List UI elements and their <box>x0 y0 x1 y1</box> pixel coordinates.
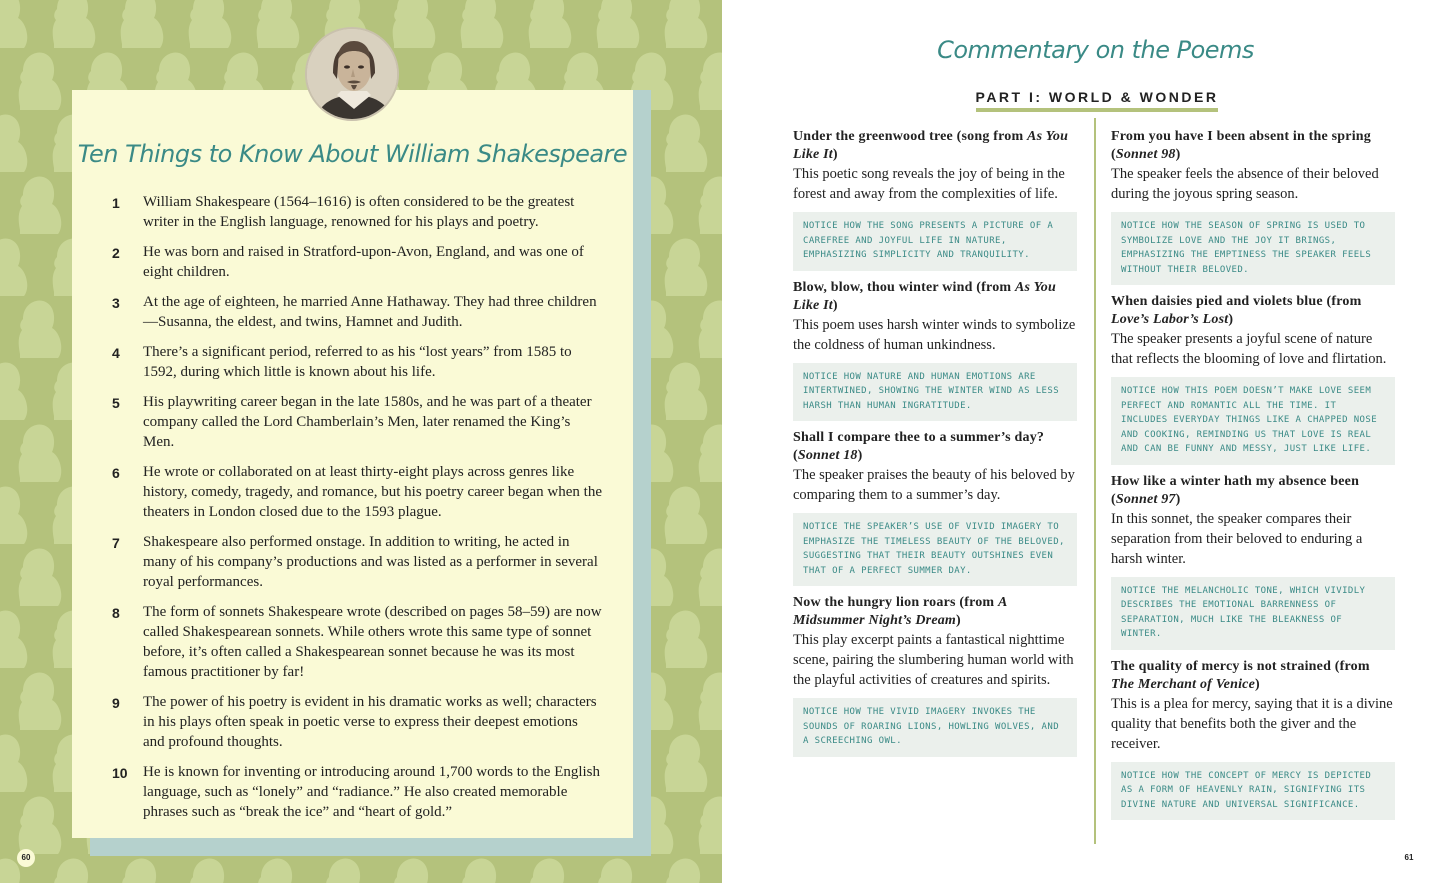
silhouette-head <box>665 611 708 668</box>
shakespeare-portrait <box>305 27 399 121</box>
poem-title-suffix: ) <box>832 297 838 313</box>
poem-title-text: Blow, blow, thou winter wind (from <box>793 279 1015 295</box>
fact-number: 10 <box>112 765 128 781</box>
poem-title-text: How like a winter hath my absence been ( <box>1111 473 1360 507</box>
silhouette-head <box>699 425 722 482</box>
page-number-left: 60 <box>17 849 35 867</box>
fact-item <box>112 762 602 822</box>
column-divider <box>1094 118 1096 844</box>
poem-title-text: From you have I been absent in the spring ( <box>1111 129 1371 162</box>
silhouette-head <box>121 0 164 48</box>
poem-entry <box>793 429 1077 586</box>
fact-text: The power of his poetry is evident in his dramatic works as well; characters in his plays often speak in poetic verse to express their deepest emotions and profound thoughts. <box>143 694 597 750</box>
poem-description: This is a plea for mercy, saying that it is a divine quality that benefits both the giver and the receiver. <box>1111 695 1393 752</box>
poem-source: The Merchant of Venice <box>1111 676 1256 692</box>
poem-title-text: Under the greenwood tree (song from <box>793 129 1028 144</box>
silhouette-head <box>393 0 436 48</box>
silhouette-head <box>19 549 62 606</box>
fact-number: 3 <box>112 295 120 311</box>
poem-entry <box>1111 293 1395 465</box>
fact-number: 4 <box>112 345 120 361</box>
poem-description: This poetic song reveals the joy of being in the forest and away from the complexities of life. <box>793 166 1065 202</box>
fact-number: 9 <box>112 695 120 711</box>
fact-text: There’s a significant period, referred to as his “lost years” from 1585 to 1592, during which little is known about his life. <box>143 344 572 380</box>
fact-text: He wrote or collaborated on at least thirty-eight plays across genres like history, comedy, tragedy, and romance, but his poetry career began when the theaters in London closed due to the 1593 plague. <box>143 464 602 520</box>
silhouette-head <box>19 673 62 730</box>
fact-item <box>112 342 602 382</box>
poem-title-text: Shall I compare thee to a summer’s day? ( <box>793 430 1045 463</box>
silhouette-head <box>699 177 722 234</box>
fact-text: William Shakespeare (1564–1616) is often considered to be the greatest writer in the English language, renowned for his plays and poetry. <box>143 194 575 230</box>
poem-title-suffix: ) <box>1255 676 1260 692</box>
notice-box: NOTICE THE MELANCHOLIC TONE, WHICH VIVIDLY DESCRIBES THE EMOTIONAL BARRENNESS OF SEPARATION, MUCH LIKE THE BLEAKNESS OF WINTER. <box>1111 577 1395 650</box>
silhouette-head <box>699 673 722 730</box>
silhouette-head <box>699 301 722 358</box>
fact-item <box>112 242 602 282</box>
poem-description: The speaker presents a joyful scene of nature that reflects the blooming of love and flirtation. <box>1111 331 1387 367</box>
silhouette-head <box>699 797 722 854</box>
fact-item <box>112 392 602 452</box>
poem-source: Sonnet 18 <box>797 448 858 463</box>
silhouette-head <box>0 735 27 792</box>
fact-text: He is known for inventing or introducing around 1,700 words to the English language, such as “lonely” and “radiance.” He also created memorable phrases such as “break the ice” and “heart of gold.” <box>143 764 601 820</box>
silhouette-head <box>699 53 722 110</box>
silhouette-head <box>0 0 27 48</box>
silhouette-head <box>529 859 572 883</box>
page-title: Ten Things to Know About William Shakespeare <box>77 140 628 168</box>
silhouette-head <box>665 0 708 48</box>
fact-number: 8 <box>112 605 120 621</box>
silhouette-head <box>325 859 368 883</box>
poem-entry <box>793 279 1077 422</box>
fact-number: 2 <box>112 245 120 261</box>
poem-title <box>1111 128 1395 164</box>
fact-number: 5 <box>112 395 120 411</box>
poem-title-text: When daisies pied and violets blue (from <box>1111 294 1362 309</box>
notice-box: NOTICE THE SPEAKER’S USE OF VIVID IMAGERY TO EMPHASIZE THE TIMELESS BEAUTY OF THE BELOVED, SUGGESTING THAT THEIR BEAUTY OUTSHINES EVEN THAT OF A PERFECT SUMMER DAY. <box>793 513 1077 586</box>
poem-source: As You Like It <box>793 279 1056 313</box>
poem-description: In this sonnet, the speaker compares their separation from their beloved to enduring a harsh winter. <box>1111 510 1363 567</box>
silhouette-head <box>0 363 27 420</box>
notice-box: NOTICE HOW THE CONCEPT OF MERCY IS DEPICTED AS A FORM OF HEAVENLY RAIN, SIGNIFYING ITS DIVINE NATURE AND UNIVERSAL SIGNIFICANCE. <box>1111 762 1395 821</box>
commentary-column-a <box>793 128 1077 765</box>
silhouette-head <box>665 487 708 544</box>
notice-box: NOTICE HOW THE SEASON OF SPRING IS USED TO SYMBOLIZE LOVE AND THE JOY IT BRINGS, EMPHASIZING THE EMPTINESS THE SPEAKER FEELS WITHOUT THEIR BELOVED. <box>1111 212 1395 285</box>
silhouette-head <box>699 549 722 606</box>
poem-title <box>793 279 1077 315</box>
fact-item <box>112 192 602 232</box>
poem-title <box>793 594 1077 630</box>
silhouette-head <box>121 859 164 883</box>
notice-box: NOTICE HOW THE SONG PRESENTS A PICTURE OF A CAREFREE AND JOYFUL LIFE IN NATURE, EMPHASIZING SIMPLICITY AND TRANQUILITY. <box>793 212 1077 271</box>
poem-entry <box>1111 658 1395 821</box>
silhouette-head <box>19 425 62 482</box>
silhouette-head <box>19 797 62 854</box>
part-heading: PART I: WORLD & WONDER <box>976 89 1219 112</box>
notice-box: NOTICE HOW NATURE AND HUMAN EMOTIONS ARE INTERTWINED, SHOWING THE WINTER WIND AS LESS HARSH THAN HUMAN INGRATITUDE. <box>793 363 1077 422</box>
fact-text: At the age of eighteen, he married Anne Hathaway. They had three children—Susanna, the eldest, and twins, Hamnet and Judith. <box>143 294 597 330</box>
poem-description: The speaker feels the absence of their beloved during the joyous spring season. <box>1111 166 1379 202</box>
poem-title <box>793 128 1077 164</box>
commentary-column-b <box>1111 128 1395 828</box>
poem-entry <box>793 128 1077 271</box>
silhouette-head <box>665 859 708 883</box>
part-heading-wrap <box>965 89 1229 112</box>
poem-title <box>1111 658 1395 694</box>
silhouette-head <box>19 177 62 234</box>
commentary-title: Commentary on the Poems <box>937 36 1254 64</box>
poem-entry <box>1111 128 1395 285</box>
left-page <box>0 0 722 883</box>
fact-text: His playwriting career began in the late 1580s, and he was part of a theater company called the Lord Chamberlain’s Men, later renamed the King’s Men. <box>143 394 592 450</box>
silhouette-head <box>665 239 708 296</box>
fact-item <box>112 602 602 682</box>
silhouette-head <box>393 859 436 883</box>
silhouette-head <box>0 611 27 668</box>
notice-box: NOTICE HOW THIS POEM DOESN’T MAKE LOVE SEEM PERFECT AND ROMANTIC ALL THE TIME. IT INCLUDES EVERYDAY THINGS LIKE A CHAPPED NOSE AND COOKING, REMINDING US THAT LOVE IS REAL AND CAN BE FUNNY AND MESSY, JUST LIKE LIFE. <box>1111 377 1395 465</box>
fact-text: The form of sonnets Shakespeare wrote (described on pages 58–59) are now called Shakespearean sonnets. While others wrote this same type of sonnet before, it’s often called a Shakespearean sonnet because he was its most famous practitioner by far! <box>143 604 602 680</box>
poem-title-suffix: ) <box>1175 491 1181 507</box>
fact-text: Shakespeare also performed onstage. In addition to writing, he acted in many of his company’s productions and was listed as a performer in several royal performances. <box>143 534 598 590</box>
poem-entry <box>1111 473 1395 650</box>
silhouette-head <box>53 0 96 48</box>
notice-box: NOTICE HOW THE VIVID IMAGERY INVOKES THE SOUNDS OF ROARING LIONS, HOWLING WOLVES, AND A SCREECHING OWL. <box>793 698 1077 757</box>
poem-source: As You Like It <box>793 129 1069 162</box>
silhouette-head <box>461 859 504 883</box>
fact-number: 1 <box>112 195 120 211</box>
facts-list <box>112 192 602 832</box>
silhouette-head <box>0 487 27 544</box>
poem-title-suffix: ) <box>832 147 838 162</box>
fact-number: 7 <box>112 535 120 551</box>
page-number-right: 61 <box>1400 849 1418 867</box>
silhouette-head <box>0 239 27 296</box>
silhouette-head <box>0 115 27 172</box>
poem-source: Sonnet 98 <box>1115 147 1176 162</box>
silhouette-head <box>19 301 62 358</box>
fact-number: 6 <box>112 465 120 481</box>
poem-title <box>793 429 1077 465</box>
poem-entry <box>793 594 1077 757</box>
poem-title <box>1111 293 1395 329</box>
poem-title-suffix: ) <box>1175 147 1181 162</box>
silhouette-head <box>665 735 708 792</box>
poem-title-text: Now the hungry lion roars (from <box>793 595 998 610</box>
fact-item <box>112 692 602 752</box>
poem-description: This play excerpt paints a fantastical nighttime scene, pairing the slumbering human world with the playful activities of creatures and spirits. <box>793 632 1074 688</box>
poem-title-suffix: ) <box>956 613 961 628</box>
poem-title <box>1111 473 1395 509</box>
poem-source: Love’s Labor’s Lost <box>1111 312 1229 327</box>
right-page <box>722 0 1445 883</box>
silhouette-head <box>665 363 708 420</box>
poem-source: Sonnet 97 <box>1115 491 1176 507</box>
fact-item <box>112 532 602 592</box>
poem-description: The speaker praises the beauty of his beloved by comparing them to a summer’s day. <box>793 467 1075 503</box>
poem-title-text: The quality of mercy is not strained (from <box>1111 658 1370 674</box>
silhouette-head <box>597 0 640 48</box>
poem-description: This poem uses harsh winter winds to symbolize the coldness of human unkindness. <box>793 316 1076 353</box>
silhouette-head <box>665 115 708 172</box>
silhouette-head <box>189 859 232 883</box>
silhouette-head <box>529 0 572 48</box>
fact-text: He was born and raised in Stratford-upon-Avon, England, and was one of eight children. <box>143 244 584 280</box>
poem-title-suffix: ) <box>857 448 863 463</box>
fact-item <box>112 462 602 522</box>
silhouette-head <box>19 53 62 110</box>
fact-item <box>112 292 602 332</box>
silhouette-head <box>53 859 96 883</box>
silhouette-head <box>257 859 300 883</box>
poem-title-suffix: ) <box>1228 312 1234 327</box>
poem-source: A Midsummer Night’s Dream <box>793 595 1007 628</box>
silhouette-head <box>597 859 640 883</box>
silhouette-head <box>189 0 232 48</box>
silhouette-head <box>461 0 504 48</box>
silhouette-head <box>257 0 300 48</box>
